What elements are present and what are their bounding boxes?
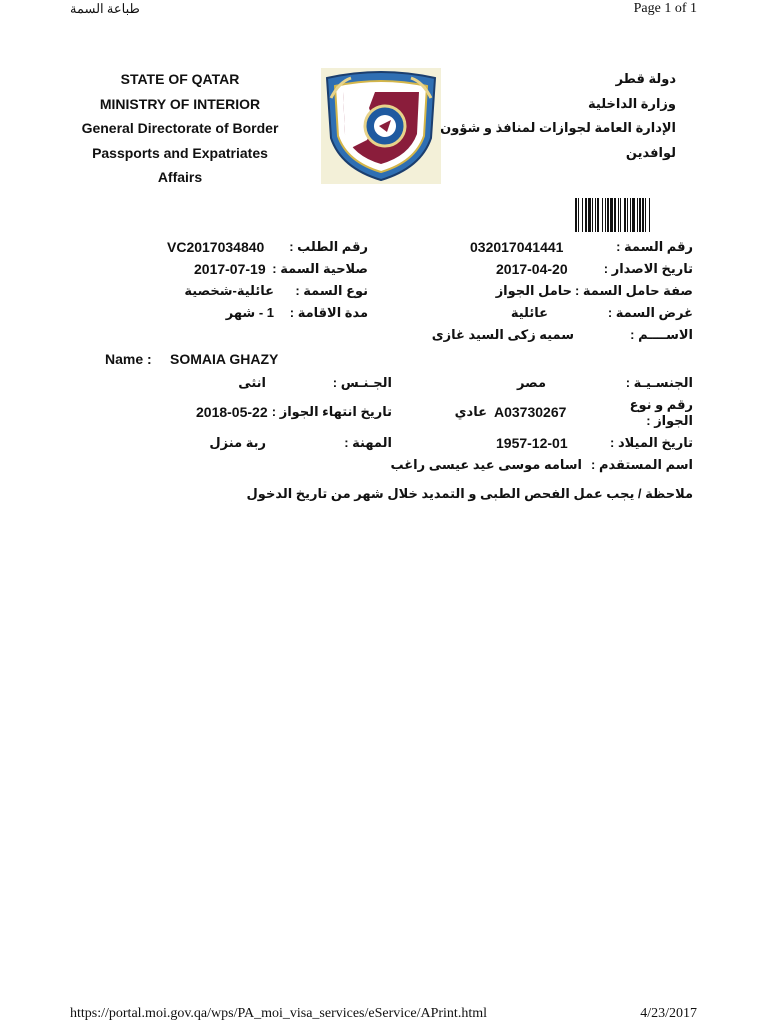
- header-directorate-2: Passports and Expatriates: [92, 144, 268, 161]
- note-text: ملاحظة / يجب عمل الفحص الطبى و التمديد خلال شهر من تاريخ الدخول: [246, 486, 693, 501]
- barcode-bar: [645, 198, 646, 232]
- stay-duration-value: 1 - شهر: [225, 305, 274, 320]
- barcode-bar: [630, 198, 631, 232]
- barcode-bar: [592, 198, 593, 232]
- barcode-bar: [649, 198, 650, 232]
- arabic-name-value: سميه زكى السيد غازى: [431, 327, 574, 342]
- barcode-bar: [610, 198, 613, 232]
- barcode-bar: [632, 198, 635, 232]
- barcode-bar: [618, 198, 619, 232]
- sponsor-label: اسم المستقدم :: [591, 457, 693, 472]
- barcode-bar: [627, 198, 628, 232]
- passport-expiry-value: 2018-05-22: [196, 404, 268, 420]
- header-directorate-1: General Directorate of Border: [81, 120, 279, 136]
- visa-number-label: رقم السمة :: [616, 239, 693, 254]
- header-arabic-directorate-1: الإدارة العامة لجوازات لمنافذ و شؤون: [440, 120, 676, 135]
- visa-validity-label: صلاحية السمة :: [272, 261, 368, 276]
- passport-label: [630, 397, 693, 429]
- barcode-bar: [578, 198, 579, 232]
- header-arabic-state: دولة قطر: [615, 71, 676, 86]
- barcode-bar: [620, 198, 621, 232]
- header-directorate-3: Affairs: [157, 169, 203, 185]
- barcode-icon: [574, 198, 698, 232]
- passport-label-line1: رقم و نوع: [629, 397, 693, 412]
- visa-purpose-label: غرض السمة :: [607, 305, 693, 320]
- profession-value: ربة منزل: [209, 435, 266, 450]
- barcode-bar: [607, 198, 609, 232]
- ministry-of-interior-emblem: [321, 68, 441, 184]
- visa-purpose-value: عائلية: [510, 305, 548, 320]
- barcode-bar: [624, 198, 626, 232]
- nationality-value: مصر: [517, 375, 546, 390]
- barcode-bar: [595, 198, 596, 232]
- english-name-value: SOMAIA GHAZY: [170, 351, 279, 367]
- stay-duration-label: مدة الاقامة :: [289, 305, 368, 320]
- english-name-label: Name :: [105, 351, 152, 367]
- passport-label-line2: الجواز :: [646, 413, 693, 428]
- barcode-bar: [639, 198, 641, 232]
- birth-date-label: تاريخ الميلاد :: [610, 435, 693, 450]
- issue-date-label: تاريخ الاصدار :: [603, 261, 693, 276]
- gender-value: انثى: [238, 375, 266, 390]
- visa-type-value: عائلية-شخصية: [184, 283, 274, 298]
- print-title: طباعة السمة: [70, 1, 140, 16]
- holder-type-value: حامل الجواز: [495, 283, 572, 298]
- visa-validity-value: 2017-07-19: [194, 261, 266, 277]
- barcode-bar: [575, 198, 577, 232]
- header-arabic-ministry: وزارة الداخلية: [588, 95, 676, 111]
- profession-label: المهنة :: [344, 435, 392, 450]
- footer-date: 4/23/2017: [640, 1006, 697, 1021]
- page-counter: Page 1 of 1: [633, 1, 697, 16]
- arabic-name-label: الاســــم :: [630, 327, 693, 342]
- request-number-value: VC2017034840: [167, 239, 265, 255]
- barcode-bar: [582, 198, 583, 232]
- barcode-bar: [602, 198, 603, 232]
- barcode-bar: [637, 198, 638, 232]
- header-state: STATE OF QATAR: [120, 71, 240, 87]
- barcode-bar: [597, 198, 599, 232]
- gender-label: الجـنـس :: [332, 375, 392, 390]
- passport-type-value: عادي: [454, 404, 487, 419]
- barcode-bar: [642, 198, 644, 232]
- barcode-bar: [605, 198, 606, 232]
- barcode-bar: [585, 198, 587, 232]
- sponsor-value: اسامه موسى عيد عيسى راغب: [390, 457, 582, 472]
- passport-expiry-label: تاريخ انتهاء الجواز :: [271, 404, 392, 419]
- header-english: [50, 67, 310, 190]
- header-ministry: MINISTRY OF INTERIOR: [99, 95, 261, 112]
- header-arabic-directorate-2: لوافدين: [625, 144, 676, 160]
- footer-url[interactable]: https://portal.moi.gov.qa/wps/PA_moi_visa_services/eService/APrint.html: [70, 1006, 487, 1021]
- issue-date-value: 2017-04-20: [496, 261, 568, 277]
- passport-number-value: A03730267: [494, 404, 567, 420]
- visa-type-label: نوع السمة :: [295, 283, 368, 298]
- holder-type-label: صفة حامل السمة :: [574, 283, 693, 298]
- barcode-bar: [614, 198, 616, 232]
- request-number-label: رقم الطلب :: [289, 239, 368, 254]
- visa-number-value: 032017041441: [470, 239, 564, 255]
- header-arabic: [436, 67, 676, 165]
- nationality-label: الجنسـيـة :: [625, 375, 693, 390]
- birth-date-value: 1957-12-01: [496, 435, 568, 451]
- barcode-bar: [588, 198, 591, 232]
